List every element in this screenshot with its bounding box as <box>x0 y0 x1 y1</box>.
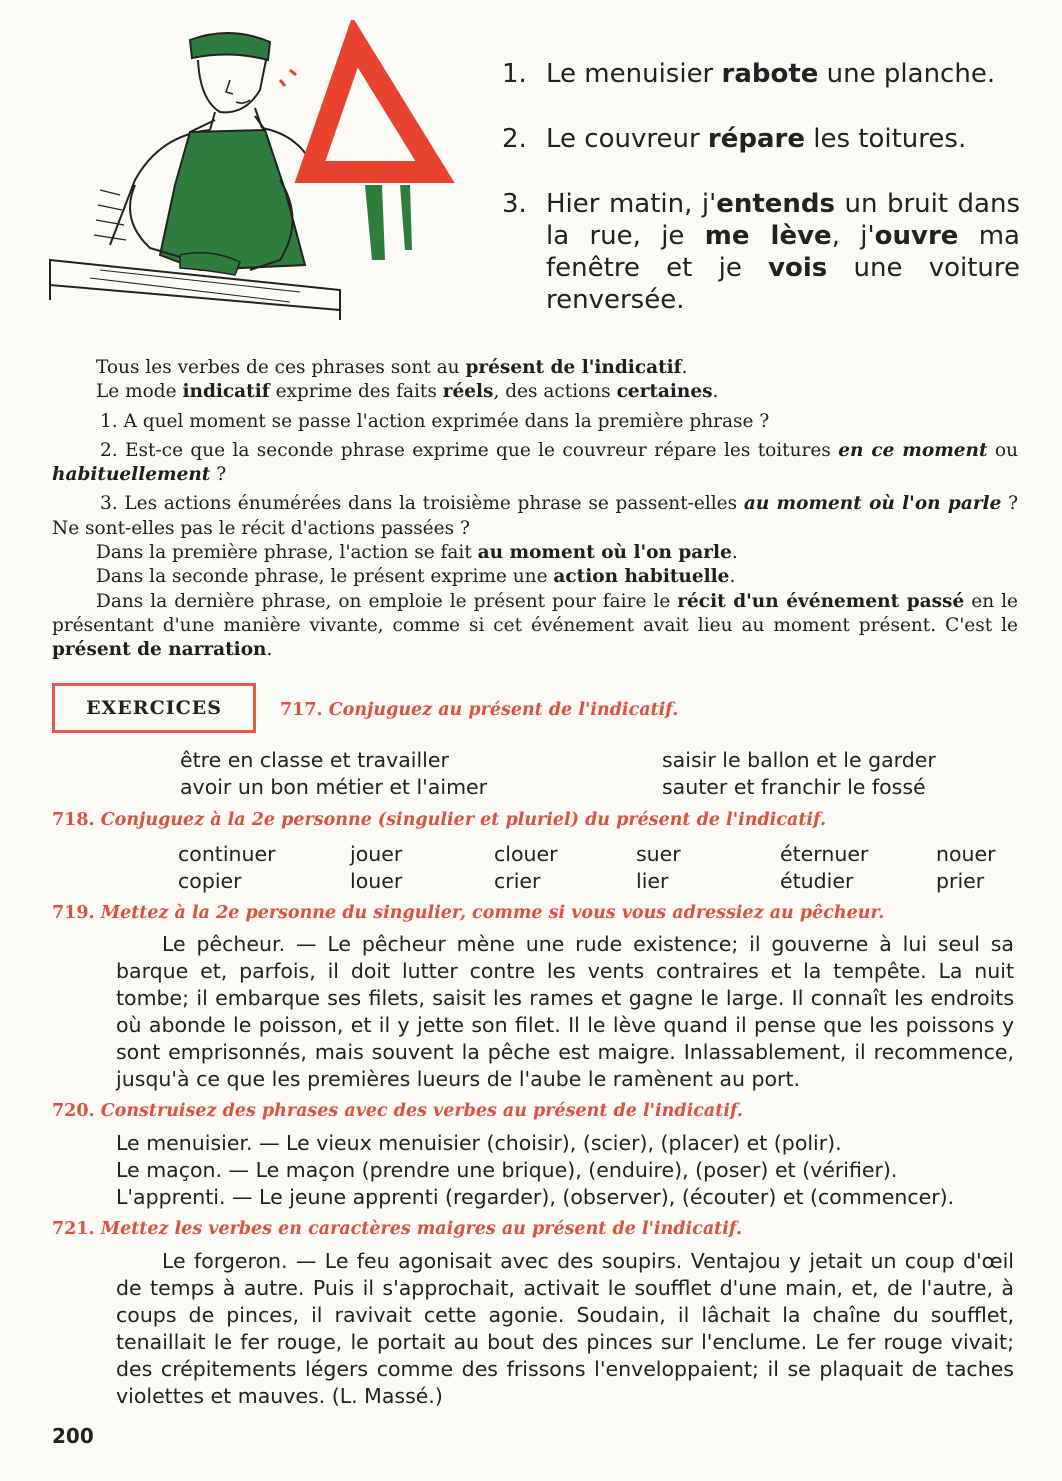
verb-cell: jouer <box>350 842 403 866</box>
exercise-718-heading <box>52 810 826 830</box>
paragraph: Le forgeron. — Le feu agonisait avec des soupirs. Ventajou y jetait un coup d'œil de temps à autre. Puis il s'approchait, activait le soufflet d'une main, et, de l'autre, à coups de pinces, il ravivait cette agonie. Soudain, il lâchait la chaîne du soufflet, tenaillait le fer rouge, le portait au bout des pinces sur l'enclume. Le fer rouge vivait; des crépitements légers comme des frissons l'enveloppaient; il se plaquait de taches violettes et mauves. (L. Massé.) <box>116 1249 1014 1408</box>
exercise-719-text <box>116 931 1014 1093</box>
verb-cell: crier <box>494 869 541 893</box>
verb: vois <box>768 253 828 283</box>
example-sentences <box>500 58 1020 349</box>
text: . <box>712 381 719 403</box>
text: 2. Est-ce que la seconde phrase exprime que le couvreur répare les toitures <box>100 439 839 461</box>
verb-cell: prier <box>936 869 985 893</box>
example-sentence-2 <box>500 123 1020 155</box>
exercise-720-line: Le maçon. — Le maçon (prendre une brique), (enduire), (poser) et (vérifier). <box>116 1158 898 1182</box>
question-3 <box>52 492 1018 541</box>
rule-2 <box>52 565 1018 589</box>
bold-text: récit d'un événement passé <box>677 590 965 612</box>
text: 3. Les actions énumérées dans la troisième phrase se passent-elles <box>100 493 744 515</box>
exercise-717-item: sauter et franchir le fossé <box>662 775 926 799</box>
bold-italic-text: au moment où l'on parle <box>743 493 1002 515</box>
exercises-label: EXERCICES <box>52 683 256 733</box>
text: Hier matin, j' <box>546 189 717 219</box>
lesson-paragraph <box>52 356 1018 380</box>
text: Tous les verbes de ces phrases sont au <box>96 357 466 378</box>
text: Le mode <box>96 381 183 403</box>
text: Le couvreur <box>546 124 708 154</box>
verb-cell: suer <box>636 842 681 866</box>
verb-cell: nouer <box>936 842 996 866</box>
text: ? Ne sont-elles pas le récit d'actions passées ? <box>52 493 1018 539</box>
bold-text: présent de narration <box>52 639 267 661</box>
bold-text: certaines <box>616 381 713 403</box>
question-2 <box>52 439 1018 488</box>
exercise-720-line: L'apprenti. — Le jeune apprenti (regarder), (observer), (écouter) et (commencer). <box>116 1185 955 1209</box>
verb: me lève <box>704 221 832 251</box>
verb-cell: clouer <box>494 842 558 866</box>
text: exprime des faits <box>269 381 443 403</box>
text: , des actions <box>493 381 617 403</box>
exercise-title: Mettez à la 2e personne du singulier, comme si vous vous adressiez au pêcheur. <box>94 903 885 923</box>
exercise-title: Construisez des phrases avec des verbes au présent de l'indicatif. <box>94 1101 743 1121</box>
exercise-title: Mettez les verbes en caractères maigres au présent de l'indicatif. <box>94 1219 742 1239</box>
text: . <box>731 542 738 564</box>
bold-italic-text: en ce moment <box>838 439 988 461</box>
text: les toitures. <box>804 124 967 154</box>
text: . <box>681 357 688 378</box>
rule-1 <box>52 541 1018 565</box>
exercise-720-line: Le menuisier. — Le vieux menuisier (choisir), (scier), (placer) et (polir). <box>116 1131 842 1155</box>
question-1: 1. A quel moment se passe l'action exprimée dans la première phrase ? <box>100 410 770 432</box>
verb-cell: lier <box>636 869 669 893</box>
exercise-717-item: avoir un bon métier et l'aimer <box>180 775 488 799</box>
exercise-number: 718. <box>52 810 95 830</box>
exercise-title: Conjuguez au présent de l'indicatif. <box>322 700 679 720</box>
exercise-number: 717. <box>280 700 323 720</box>
page-number: 200 <box>52 1424 94 1448</box>
exercise-721-text <box>116 1248 1014 1410</box>
exercise-number: 721. <box>52 1219 95 1239</box>
verb-cell: étudier <box>780 869 854 893</box>
text: une planche. <box>818 59 996 89</box>
carpenter-illustration <box>40 20 460 340</box>
bold-text: action habituelle <box>553 566 730 588</box>
text: ma fenêtre et je <box>546 221 1020 283</box>
rule-3 <box>52 590 1018 663</box>
lesson-paragraph <box>52 380 1018 404</box>
exercise-720-heading <box>52 1101 743 1121</box>
lesson-text <box>52 356 1018 663</box>
verb: entends <box>716 189 836 219</box>
text: . <box>266 639 273 661</box>
example-number: 1. <box>502 59 527 89</box>
text: Le menuisier <box>546 59 722 89</box>
text: . <box>729 566 736 588</box>
bold-italic-text: habituellement <box>52 464 211 486</box>
verb-cell: éternuer <box>780 842 869 866</box>
bold-text: réels <box>442 381 494 403</box>
verb-cell: louer <box>350 869 403 893</box>
exercise-719-heading <box>52 903 884 923</box>
example-sentence-3 <box>500 188 1020 316</box>
text: ? <box>210 464 227 486</box>
exercise-717-heading <box>280 700 678 720</box>
text: un bruit dans la rue, je <box>546 189 1020 251</box>
example-number: 2. <box>502 124 527 154</box>
example-number: 3. <box>502 189 527 219</box>
verb: ouvre <box>874 221 959 251</box>
exercise-717-item: être en classe et travailler <box>180 748 449 772</box>
text: une voiture renversée. <box>546 253 1020 315</box>
verb: répare <box>707 124 805 154</box>
exercise-717-item: saisir le ballon et le garder <box>662 748 936 772</box>
bold-text: indicatif <box>182 381 270 403</box>
verb-cell: continuer <box>178 842 276 866</box>
exercise-number: 719. <box>52 903 95 923</box>
text: ou <box>987 439 1018 461</box>
verb: rabote <box>721 59 819 89</box>
text: Dans la seconde phrase, le présent exprime une <box>96 566 554 588</box>
bold-text: présent de l'indicatif <box>465 357 682 378</box>
exercise-title: Conjuguez à la 2e personne (singulier et pluriel) du présent de l'indicatif. <box>94 810 827 830</box>
exercise-number: 720. <box>52 1101 95 1121</box>
paragraph: Le pêcheur. — Le pêcheur mène une rude existence; il gouverne à lui seul sa barque et, parfois, il doit lutter contre les vents contraires et la tempête. La nuit tombe; il embarque ses filets, saisit les rames et gagne le large. Il connaît les endroits où abonde le poisson, et il y jette son filet. Il le lève quand il pense que les poissons y sont emprisonnés, mais souvent la pêche est maigre. Inlassablement, il recommence, jusqu'à ce que les premières lueurs de l'aube le ramènent au port. <box>116 932 1014 1091</box>
text: Dans la première phrase, l'action se fait <box>96 542 478 564</box>
bold-text: au moment où l'on parle <box>477 542 732 564</box>
text: en le présentant d'une manière vivante, comme si cet événement avait lieu au moment présent. C'est le <box>52 590 1018 636</box>
verb-cell: copier <box>178 869 242 893</box>
carpenter-icon <box>94 33 315 275</box>
example-sentence-1 <box>500 58 1020 90</box>
text: , j' <box>831 221 875 251</box>
text: Dans la dernière phrase, on emploie le présent pour faire le <box>96 590 678 612</box>
exercise-721-heading <box>52 1219 742 1239</box>
